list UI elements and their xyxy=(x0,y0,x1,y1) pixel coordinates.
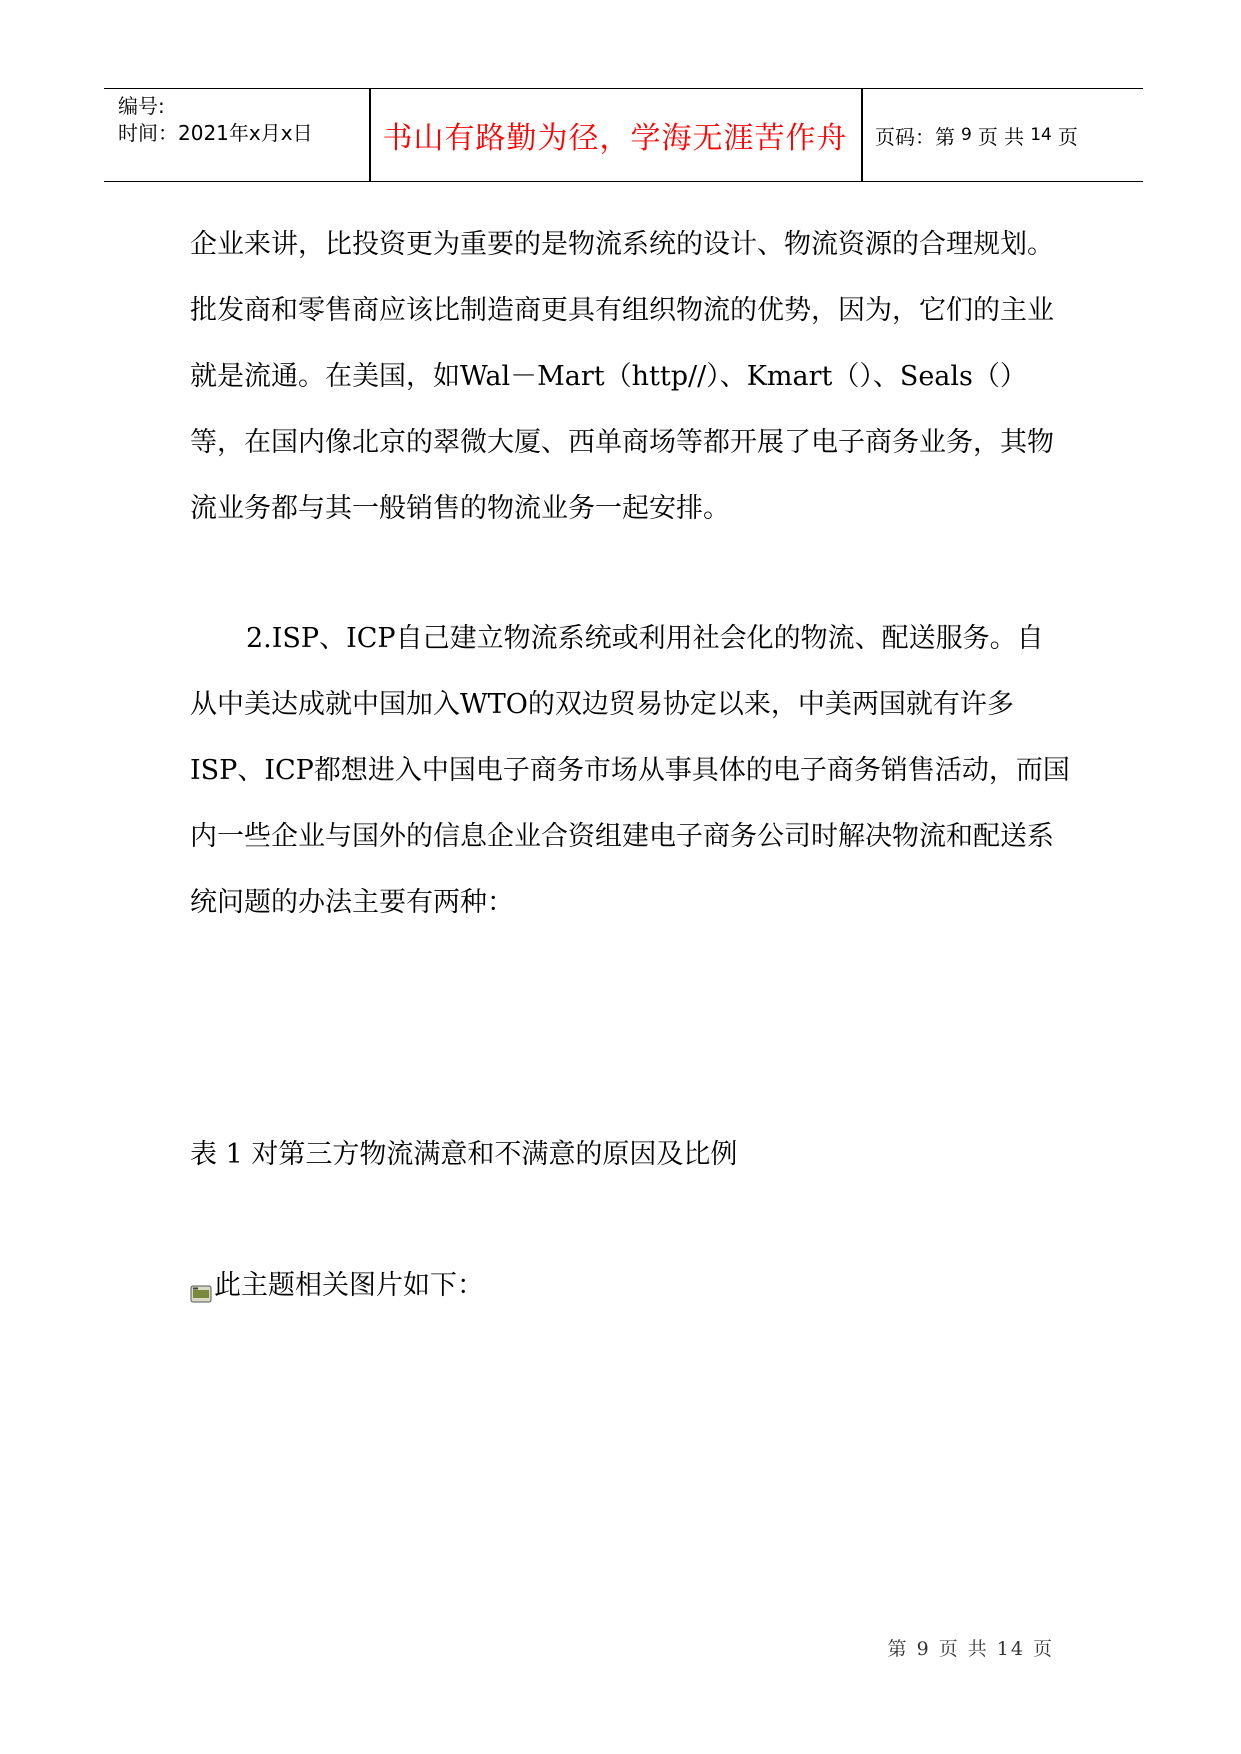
paragraph-2: 2.ISP、ICP自己建立物流系统或利用社会化的物流、配送服务。自从中美达成就中国加入WTO的双边贸易协定以来，中美两国就有许多ISP、ICP都想进入中国电子商务市场从事具体的电子商务销售活动，而国内一些企业与国外的信息企业合资组建电子商务公司时解决物流和配送系统问题的办法主要有两种： xyxy=(190,623,1070,918)
serial-number-label: 编号: xyxy=(118,94,165,118)
header-divider-right xyxy=(861,89,863,181)
table-caption: 表 1 对第三方物流满意和不满意的原因及比例 xyxy=(190,1139,738,1170)
image-note xyxy=(190,1266,484,1306)
header-page-number xyxy=(875,89,1078,181)
paragraph-1: 企业来讲，比投资更为重要的是物流系统的设计、物流资源的合理规划。批发商和零售商应该比制造商更具有组织物流的优势，因为，它们的主业就是流通。在美国，如Wal－Mart（http//）、Kmart（）、Seals（）等，在国内像北京的翠微大厦、西单商场等都开展了电子商务业务，其物流业务都与其一般销售的物流业务一起安排。 xyxy=(190,229,1054,524)
page-prefix: 页码：第 xyxy=(875,124,955,149)
header-motto: 书山有路勤为径，学海无涯苦作舟 xyxy=(382,121,848,156)
time-label: 时间：2021年x月x日 xyxy=(118,121,313,145)
page-footer: 第 9 页 共 14 页 xyxy=(887,1638,1054,1660)
page-suffix: 页 xyxy=(1057,124,1078,149)
image-note-text: 此主题相关图片如下： xyxy=(214,1270,484,1301)
page-mid: 页 共 xyxy=(977,124,1025,149)
page-header xyxy=(104,88,1143,182)
jpg-file-icon xyxy=(190,1276,212,1296)
page-current: 9 xyxy=(961,125,972,145)
page-total: 14 xyxy=(1030,125,1052,145)
header-meta xyxy=(118,93,313,147)
